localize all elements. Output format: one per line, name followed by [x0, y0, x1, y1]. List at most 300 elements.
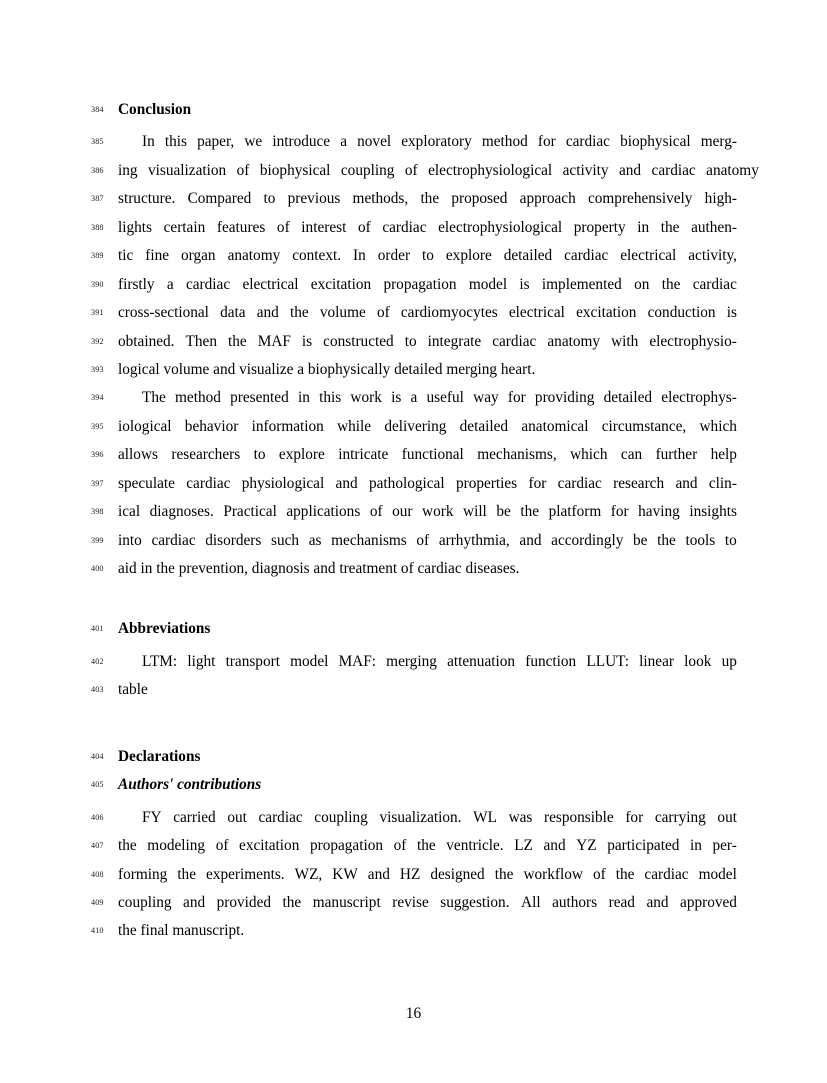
word: for — [610, 503, 629, 521]
text-line — [91, 498, 736, 526]
text-line — [91, 271, 736, 299]
word: cardiac — [644, 865, 689, 883]
word: presented — [230, 389, 289, 407]
line-number: 385 — [91, 137, 104, 147]
word: of — [369, 503, 383, 521]
line-text — [118, 413, 737, 441]
paragraph-conclusion-1 — [91, 128, 759, 384]
word: cardiac — [651, 161, 696, 179]
word: work — [422, 503, 454, 521]
paragraph-declarations-1 — [91, 804, 736, 946]
line-number: 397 — [91, 478, 104, 488]
word: comprehensively — [587, 190, 693, 208]
section-heading-conclusion: Conclusion — [118, 101, 192, 118]
word: and — [543, 837, 566, 855]
word: implemented — [541, 275, 622, 293]
word: biophysical — [259, 161, 331, 179]
section-abbreviations — [91, 615, 736, 704]
word: further — [655, 446, 698, 464]
word: intricate — [338, 446, 389, 464]
word: and — [256, 304, 279, 322]
word: the — [657, 531, 676, 549]
word: property — [573, 218, 626, 236]
line-number: 392 — [91, 336, 104, 346]
word: integrate — [427, 332, 482, 350]
text-line — [91, 299, 736, 327]
word: information — [251, 417, 324, 435]
word: coupling — [118, 893, 172, 911]
word: ing — [118, 161, 138, 179]
word: modeling — [147, 837, 206, 855]
word: coupling — [314, 808, 368, 826]
word: delivering — [384, 417, 447, 435]
word: firstly — [118, 275, 155, 293]
word: to — [253, 446, 266, 464]
word: applications — [286, 503, 361, 521]
word: revise — [392, 893, 429, 911]
text-line — [91, 527, 736, 555]
word: model — [468, 275, 508, 293]
word: Practical — [223, 503, 277, 521]
word: a — [166, 275, 174, 293]
word: cardiac — [382, 218, 427, 236]
word: the — [118, 837, 137, 855]
word: anatomical — [521, 417, 589, 435]
word: explore — [445, 247, 492, 265]
word: activity, — [688, 247, 737, 265]
line-number: 390 — [91, 279, 104, 289]
word: features — [216, 218, 266, 236]
line-text: the final manuscript. — [118, 922, 245, 940]
word: WZ, — [294, 865, 323, 883]
word: clin- — [708, 474, 737, 492]
word: help — [710, 446, 737, 464]
line-text — [118, 271, 737, 299]
word: way — [473, 389, 499, 407]
word: the — [520, 503, 540, 521]
word: of — [276, 218, 290, 236]
word: on — [634, 275, 650, 293]
word: is — [391, 389, 402, 407]
word: cross-sectional — [118, 304, 209, 322]
word: and — [675, 474, 698, 492]
word: as — [308, 531, 322, 549]
word: model — [698, 865, 737, 883]
word: LTM: — [142, 652, 178, 670]
word: authen- — [691, 218, 737, 236]
word: cardiac — [186, 474, 231, 492]
word: to — [404, 332, 417, 350]
line-text — [118, 648, 737, 676]
text-line — [91, 242, 736, 270]
word: propagation — [309, 837, 384, 855]
word: per- — [712, 837, 737, 855]
word: for — [537, 133, 556, 151]
line-text — [118, 527, 737, 555]
word: authors — [552, 893, 598, 911]
word: attenuation — [447, 652, 516, 670]
line-text — [118, 242, 737, 270]
word: of — [416, 531, 430, 549]
word: forming — [118, 865, 168, 883]
word: platform — [548, 503, 602, 521]
word: function — [525, 652, 577, 670]
word: for — [528, 474, 547, 492]
line-number: 395 — [91, 421, 104, 431]
word: useful — [426, 389, 464, 407]
section-heading-row — [91, 743, 736, 771]
word: designed — [430, 865, 485, 883]
word: we — [244, 133, 263, 151]
word: approved — [680, 893, 737, 911]
word: electrophys- — [661, 389, 737, 407]
word: the — [660, 218, 680, 236]
word: method — [481, 133, 528, 151]
section-heading-row — [91, 615, 736, 643]
line-text — [118, 832, 737, 860]
line-number: 407 — [91, 841, 104, 851]
word: order — [377, 247, 411, 265]
page-number: 16 — [405, 1005, 422, 1022]
word: In — [142, 133, 155, 151]
word: be — [633, 531, 648, 549]
word: KW — [332, 865, 358, 883]
word: merg- — [700, 133, 737, 151]
word: behavior — [184, 417, 239, 435]
word: in — [637, 218, 650, 236]
line-text — [118, 889, 737, 917]
word: this — [164, 133, 187, 151]
word: in — [297, 389, 310, 407]
line-text: logical volume and visualize a biophysically detailed merging heart. — [118, 360, 536, 378]
line-number: 398 — [91, 507, 104, 517]
word: FY — [142, 808, 162, 826]
word: electrical — [242, 275, 299, 293]
word: anatomy — [706, 161, 759, 179]
word: electrical — [508, 304, 565, 322]
line-text — [118, 804, 737, 832]
line-text — [118, 328, 737, 356]
word: physiological — [241, 474, 325, 492]
paragraph-abbreviations-1 — [91, 648, 736, 705]
line-number: 393 — [91, 364, 104, 374]
word: iological — [118, 417, 172, 435]
word: of — [592, 865, 606, 883]
word: having — [638, 503, 680, 521]
word: diagnoses. — [149, 503, 214, 521]
word: fine — [145, 247, 170, 265]
text-line — [91, 413, 736, 441]
text-line — [91, 861, 736, 889]
word: out — [717, 808, 737, 826]
word: The — [142, 389, 166, 407]
word: the — [282, 893, 302, 911]
word: tools — [685, 531, 716, 549]
word: can — [620, 446, 643, 464]
word: cardiomyocytes — [400, 304, 498, 322]
line-number: 405 — [91, 780, 104, 790]
word: organ — [181, 247, 216, 265]
section-heading-declarations: Declarations — [118, 747, 201, 765]
word: LLUT: — [586, 652, 629, 670]
word: cardiac — [151, 531, 196, 549]
word: a — [410, 389, 418, 407]
word: of — [236, 161, 250, 179]
text-line — [91, 441, 736, 469]
word: be — [496, 503, 511, 521]
word: this — [319, 389, 342, 407]
word: anatomy — [547, 332, 601, 350]
word: visualization — [148, 161, 227, 179]
text-line — [91, 832, 736, 860]
word: carried — [173, 808, 216, 826]
word: pathological — [368, 474, 445, 492]
word: to — [263, 190, 276, 208]
text-line — [91, 214, 736, 242]
word: structure. — [118, 190, 176, 208]
word: speculate — [118, 474, 175, 492]
word: MAF: — [338, 652, 376, 670]
word: for — [625, 808, 644, 826]
word: introduce — [272, 133, 331, 151]
word: ventricle. — [446, 837, 504, 855]
word: certain — [163, 218, 206, 236]
line-number: 404 — [91, 751, 104, 761]
word: excitation — [310, 275, 372, 293]
word: while — [337, 417, 372, 435]
line-text — [118, 498, 737, 526]
word: workflow — [523, 865, 583, 883]
word: of — [393, 837, 407, 855]
line-text — [118, 299, 737, 327]
word: the — [661, 275, 681, 293]
line-number: 403 — [91, 685, 104, 695]
word: of — [404, 161, 418, 179]
word: MAF — [257, 332, 291, 350]
line-text — [118, 214, 737, 242]
word: for — [507, 389, 526, 407]
word: carrying — [654, 808, 706, 826]
line-text: aid in the prevention, diagnosis and treatment of cardiac diseases. — [118, 560, 520, 577]
word: tic — [118, 247, 134, 265]
word: high- — [704, 190, 737, 208]
word: lights — [118, 218, 152, 236]
word: visualization. — [379, 808, 462, 826]
word: electrophysio- — [649, 332, 737, 350]
word: researchers — [171, 446, 241, 464]
word: cardiac — [492, 332, 537, 350]
word: cardiac — [692, 275, 737, 293]
line-number: 401 — [91, 624, 104, 634]
word: a — [340, 133, 348, 151]
word: is — [301, 332, 313, 350]
word: conduction — [647, 304, 716, 322]
word: look — [684, 652, 712, 670]
line-number: 387 — [91, 194, 104, 204]
word: electrical — [620, 247, 677, 265]
word: experiments. — [206, 865, 285, 883]
word: method — [175, 389, 221, 407]
line-number: 410 — [91, 926, 104, 936]
word: the — [615, 865, 635, 883]
word: the — [420, 190, 440, 208]
word: coupling — [340, 161, 395, 179]
word: to — [724, 531, 737, 549]
word: proposed — [451, 190, 508, 208]
word: light — [187, 652, 216, 670]
word: disorders — [205, 531, 262, 549]
word: exploratory — [401, 133, 472, 151]
document-body — [91, 96, 759, 946]
word: methods, — [352, 190, 409, 208]
word: circumstance, — [601, 417, 687, 435]
word: previous — [287, 190, 341, 208]
word: All — [521, 893, 541, 911]
word: and — [367, 865, 390, 883]
line-text — [118, 384, 737, 412]
word: which — [699, 417, 737, 435]
line-number: 406 — [91, 812, 104, 822]
word: cardiac — [258, 808, 303, 826]
word: of — [357, 218, 371, 236]
line-number: 391 — [91, 308, 104, 318]
word: data — [220, 304, 246, 322]
line-text — [118, 441, 737, 469]
word: excitation — [239, 837, 300, 855]
word: detailed — [503, 247, 553, 265]
line-number: 408 — [91, 869, 104, 879]
paragraph-conclusion-2 — [91, 384, 736, 583]
text-line — [91, 128, 736, 156]
text-line — [91, 328, 736, 356]
word: interest — [301, 218, 347, 236]
line-text: table — [118, 681, 148, 699]
word: was — [508, 808, 533, 826]
line-number: 394 — [91, 393, 104, 403]
word: allows — [118, 446, 158, 464]
word: constructed — [323, 332, 394, 350]
line-number: 402 — [91, 656, 104, 666]
section-conclusion — [91, 96, 759, 583]
word: with — [611, 332, 639, 350]
line-text — [118, 470, 737, 498]
word: cardiac — [565, 133, 610, 151]
word: biophysical — [620, 133, 691, 151]
word: work — [350, 389, 382, 407]
word: electrophysiological — [428, 161, 553, 179]
spacer — [91, 705, 736, 743]
line-text — [118, 861, 737, 889]
word: LZ — [514, 837, 533, 855]
word: model — [290, 652, 329, 670]
section-heading-abbreviations: Abbreviations — [118, 620, 211, 638]
text-line — [91, 676, 736, 704]
word: propagation — [383, 275, 457, 293]
line-number: 384 — [91, 105, 104, 114]
word: of — [215, 837, 229, 855]
line-text — [118, 128, 737, 156]
word: mechanisms, — [477, 446, 557, 464]
word: such — [271, 531, 300, 549]
word: paper, — [197, 133, 235, 151]
text-line — [91, 157, 759, 185]
word: manuscript — [312, 893, 381, 911]
word: read — [608, 893, 635, 911]
word: provided — [216, 893, 272, 911]
word: is — [726, 304, 737, 322]
text-line — [91, 889, 736, 917]
word: ical — [118, 503, 141, 521]
word: detailed — [603, 389, 653, 407]
section-subheading-authors-contributions: Authors' contributions — [118, 776, 262, 794]
word: properties — [455, 474, 518, 492]
word: the — [494, 865, 514, 883]
word: arrhythmia, — [438, 531, 510, 549]
word: cardiac — [564, 247, 609, 265]
word: accordingly — [551, 531, 624, 549]
word: detailed — [459, 417, 509, 435]
word: context. — [292, 247, 342, 265]
line-number: 409 — [91, 897, 104, 907]
word: suggestion. — [440, 893, 510, 911]
text-line — [91, 648, 736, 676]
line-number: 386 — [91, 165, 104, 175]
word: WL — [473, 808, 497, 826]
line-number: 396 — [91, 450, 104, 460]
word: cardiac — [185, 275, 231, 293]
word: novel — [357, 133, 392, 151]
word: and — [519, 531, 542, 549]
word: the — [228, 332, 247, 350]
word: responsible — [544, 808, 614, 826]
word: to — [422, 247, 434, 265]
word: the — [177, 865, 197, 883]
section-heading-row — [91, 96, 736, 124]
line-number: 399 — [91, 535, 104, 545]
word: the — [416, 837, 436, 855]
word: Then — [185, 332, 217, 350]
word: merging — [386, 652, 437, 670]
word: the — [290, 304, 309, 322]
word: our — [392, 503, 413, 521]
spacer — [91, 583, 736, 615]
word: providing — [534, 389, 595, 407]
word: is — [519, 275, 530, 293]
word: up — [721, 652, 737, 670]
line-number: 400 — [91, 564, 104, 573]
word: volume — [319, 304, 366, 322]
word: and — [646, 893, 669, 911]
word: and — [183, 893, 206, 911]
line-number: 388 — [91, 222, 104, 232]
word: anatomy — [227, 247, 281, 265]
word: functional — [401, 446, 464, 464]
word: obtained. — [118, 332, 175, 350]
word: approach — [519, 190, 576, 208]
text-line — [91, 470, 736, 498]
word: participated — [607, 837, 680, 855]
text-line — [91, 356, 736, 384]
text-line — [91, 185, 736, 213]
word: will — [463, 503, 487, 521]
word: electrophysiological — [438, 218, 563, 236]
section-subheading-row — [91, 771, 736, 799]
word: In — [353, 247, 366, 265]
word: and — [618, 161, 642, 179]
text-line — [91, 555, 736, 583]
word: insights — [689, 503, 737, 521]
section-declarations — [91, 743, 736, 946]
